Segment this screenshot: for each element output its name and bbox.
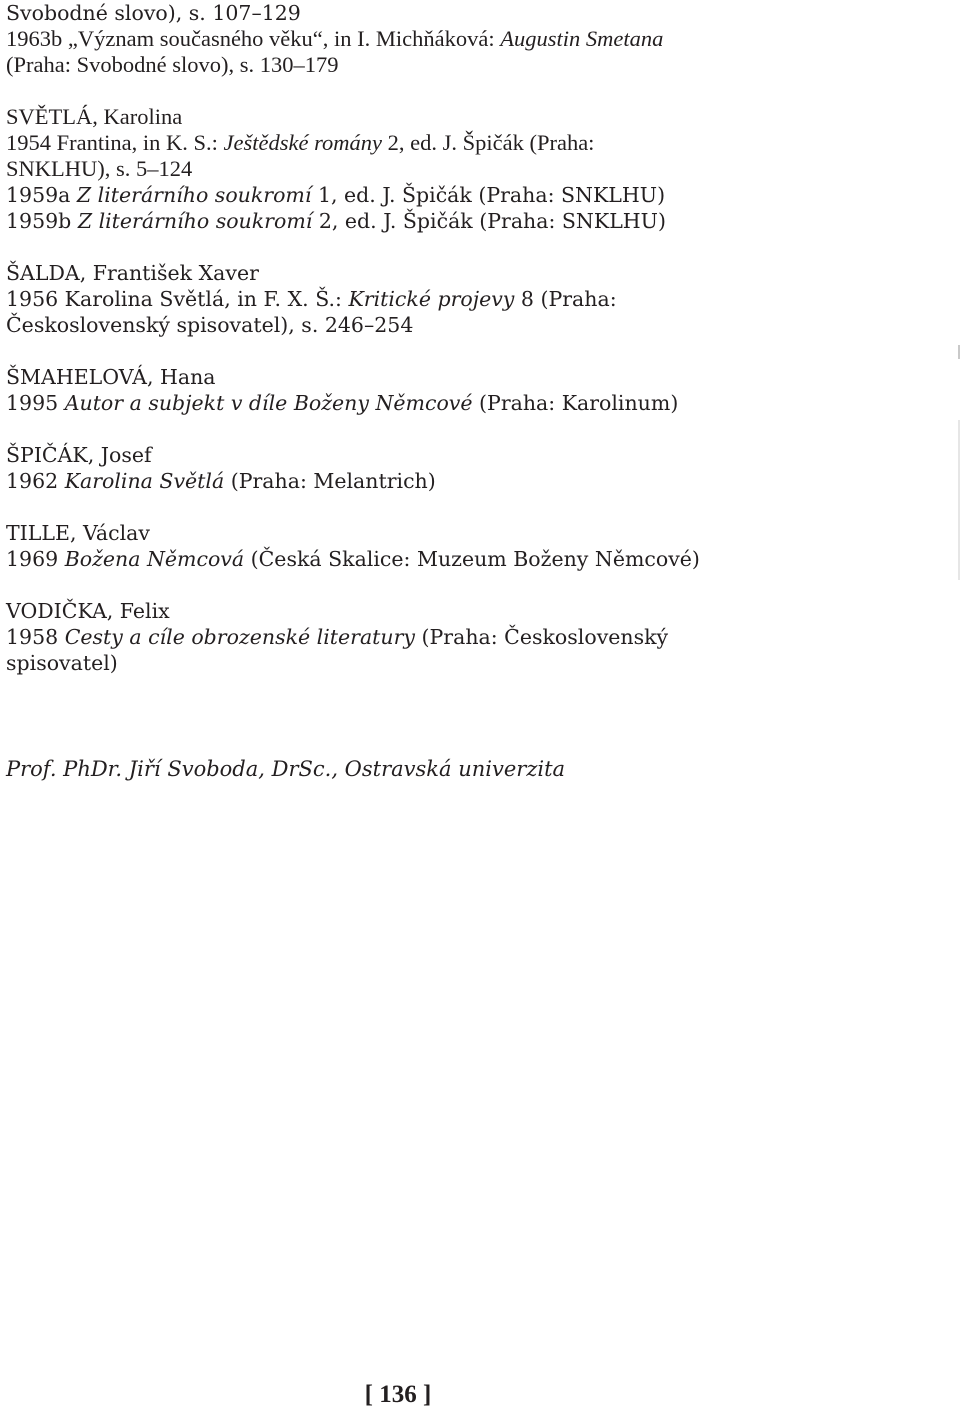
author-heading: VODIČKA, Felix <box>6 599 170 623</box>
bib-continued-line: spisovatel) <box>6 651 118 675</box>
page-number: [ 136 ] <box>364 1381 432 1408</box>
bib-text: 2, ed. J. Špičák (Praha: SNKLHU) <box>312 209 666 233</box>
author-heading: ŠPIČÁK, Josef <box>6 443 152 467</box>
article-author-signature: Prof. PhDr. Jiří Svoboda, DrSc., Ostravská univerzita <box>6 757 566 781</box>
bib-text: 1995 <box>6 391 65 415</box>
bib-entry-1962 <box>6 468 946 494</box>
bib-entry-1958 <box>6 624 946 650</box>
bib-text: 1969 <box>6 547 65 571</box>
bib-entry-1959b <box>6 208 946 234</box>
bib-title: Z literárního soukromí <box>76 183 312 207</box>
bib-text: 1954 Frantina, in K. S.: <box>6 130 224 155</box>
author-heading: ŠMAHELOVÁ, Hana <box>6 365 216 389</box>
bib-continued-line: Československý spisovatel), s. 246–254 <box>6 313 414 337</box>
bibliography-list <box>6 0 946 676</box>
bib-title: Božena Němcová <box>64 547 245 571</box>
bib-title: Karolina Světlá <box>64 469 225 493</box>
author-heading: TILLE, Václav <box>6 521 150 545</box>
author-heading: SVĚTLÁ, Karolina <box>6 104 183 129</box>
bib-text: 1958 <box>6 625 65 649</box>
bib-text: 1959a <box>6 183 77 207</box>
bib-title: Autor a subjekt v díle Boženy Němcové <box>64 391 473 415</box>
bib-continued-line: SNKLHU), s. 5–124 <box>6 156 193 181</box>
bib-text: 1, ed. J. Špičák (Praha: SNKLHU) <box>311 183 666 207</box>
bib-text: 1963b „Význam současného věku“, in I. Michňáková: <box>6 26 501 51</box>
bib-entry-1995 <box>6 390 946 416</box>
bib-continued-line: (Praha: Svobodné slovo), s. 130–179 <box>6 52 339 77</box>
bib-entry-1963b <box>6 26 946 52</box>
bib-entry-1956 <box>6 286 946 312</box>
bib-entry-1969 <box>6 546 946 572</box>
bib-entry-1959a <box>6 182 946 208</box>
bib-text: 1962 <box>6 469 65 493</box>
bib-text: (Praha: Melantrich) <box>224 469 436 493</box>
bib-title: Ještědské romány <box>223 130 382 155</box>
bib-text: (Praha: Československý <box>415 625 669 649</box>
bib-text: (Praha: Karolinum) <box>472 391 679 415</box>
bib-text: 2, ed. J. Špičák (Praha: <box>381 130 595 155</box>
bib-text: 1959b <box>6 209 78 233</box>
bib-title: Z literárního soukromí <box>77 209 313 233</box>
bib-entry-1954 <box>6 130 946 156</box>
bib-text: 1956 Karolina Světlá, in F. X. Š.: <box>6 287 349 311</box>
bib-text: (Česká Skalice: Muzeum Boženy Němcové) <box>244 547 700 571</box>
bib-title: Augustin Smetana <box>500 26 664 51</box>
bib-text: 8 (Praha: <box>514 287 617 311</box>
bib-title: Cesty a cíle obrozenské literatury <box>64 625 415 649</box>
bib-continued-line: Svobodné slovo), s. 107–129 <box>6 1 301 25</box>
author-heading: ŠALDA, František Xaver <box>6 261 259 285</box>
bib-title: Kritické projevy <box>348 287 515 311</box>
